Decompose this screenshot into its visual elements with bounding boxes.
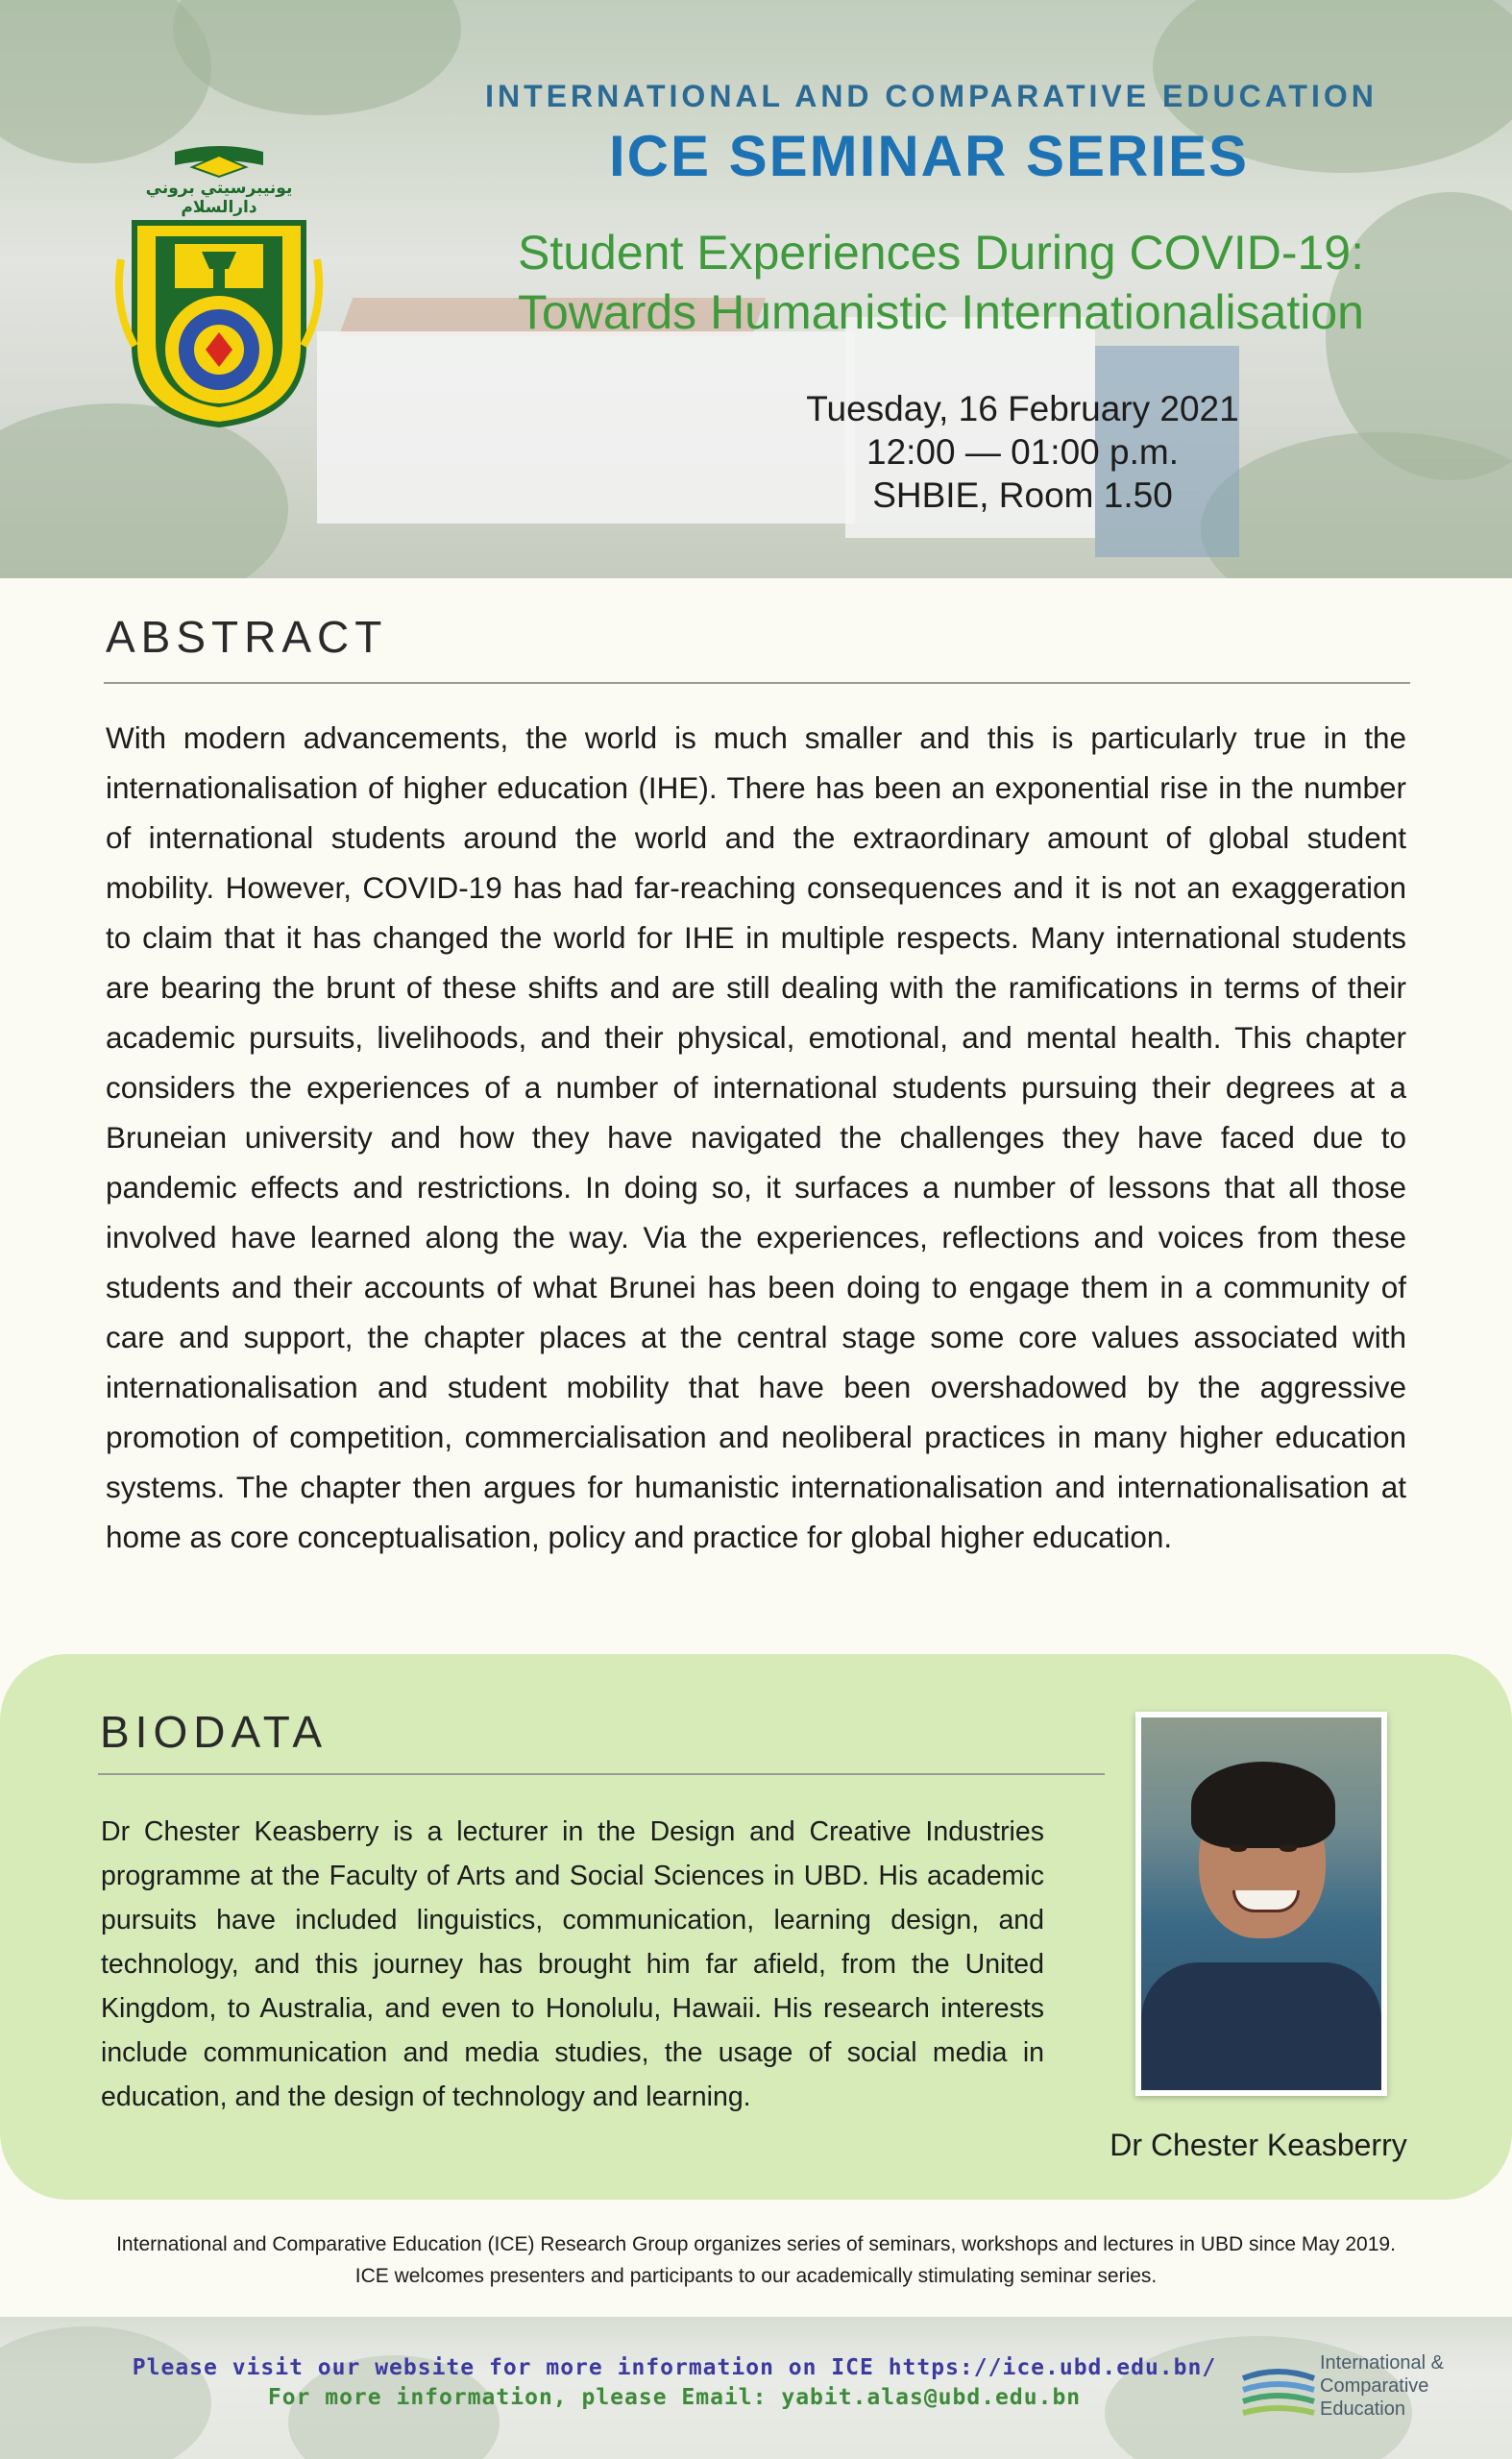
speaker-photo-caption: Dr Chester Keasberry (1110, 2128, 1407, 2162)
crest-jawi-text: يونيبرسيتي بروني دارالسلام (145, 179, 293, 217)
abstract-divider (104, 682, 1410, 684)
talk-title-line2: Towards Humanistic Internationalisation (518, 285, 1364, 339)
footer-note-line2: ICE welcomes presenters and participants to our academically stimulating seminar series. (354, 2265, 1158, 2287)
abstract-text: With modern advancements, the world is much smaller and this is particularly true in the internationalisation of higher education (IHE). There has been an exponential rise in the number of international students around the world and the extraordinary amount of global student mobility. However, COVID-19 has had far-reaching consequences and it is not an exaggeration to claim that it has changed the world for IHE in multiple respects. Many international students are bearing the brunt of these shifts and are still dealing with the ramifications in terms of their academic pursuits, livelihoods, and their physical, emotional, and mental health. This chapter considers the experiences of a number of international students pursuing their degrees at a Bruneian university and how they have navigated the challenges they have faced due to pandemic effects and restrictions. In doing so, it surfaces a number of lessons that all those involved have learned along the way. Via the experiences, reflections and voices from these students and their accounts of what Brunei has been doing to engage them in a community of care and support, the chapter places at the central stage some core values associated with internationalisation and student mobility that have been overshadowed by the aggressive promotion of competition, commercialisation and neoliberal practices in many higher education systems. The chapter then argues for humanistic internationalisation and internationalisation at home as core conceptualisation, policy and practice for global higher education. (106, 720, 1406, 1554)
footer-note-line1: International and Comparative Education (ICE) Research Group organizes series of seminars, workshops and lectures in UBD since May 2019. (116, 2233, 1396, 2255)
ice-logo-line3: Education (1320, 2398, 1405, 2420)
ice-wave-icon (1239, 2361, 1318, 2419)
event-date: Tuesday, 16 February 2021 (806, 389, 1239, 428)
event-time: 12:00 — 01:00 p.m. (866, 432, 1179, 472)
ice-logo-line2: Comparative (1320, 2375, 1429, 2397)
biodata-heading: BIODATA (100, 1707, 329, 1757)
email-line[interactable]: For more information, please Email: yabit.alas@ubd.edu.bn (267, 2385, 1082, 2410)
series-kicker: INTERNATIONAL AND COMPARATIVE EDUCATION (485, 79, 1378, 113)
biodata-divider (98, 1773, 1105, 1775)
event-venue: SHBIE, Room 1.50 (872, 475, 1173, 515)
biodata-text: Dr Chester Keasberry is a lecturer in the Design and Creative Industries programme at the Faculty of Arts and Social Sciences in UBD. His academic pursuits have included linguistics, communication, learning design, and technology, and this journey has brought him far afield, from the United Kingdom, to Australia, and even to Honolulu, Hawaii. His research interests include communication and media studies, the usage of social media in education, and the design of technology and learning. (101, 1816, 1044, 2112)
ice-logo (1239, 2351, 1470, 2428)
abstract-heading: ABSTRACT (106, 612, 388, 662)
talk-title-line1: Student Experiences During COVID-19: (518, 226, 1364, 280)
website-line[interactable]: Please visit our website for more information on ICE https://ice.ubd.edu.bn/ (132, 2355, 1217, 2380)
series-title: ICE SEMINAR SERIES (608, 124, 1250, 188)
ice-logo-line1: International & (1320, 2352, 1444, 2374)
speaker-photo (1135, 1712, 1387, 2096)
